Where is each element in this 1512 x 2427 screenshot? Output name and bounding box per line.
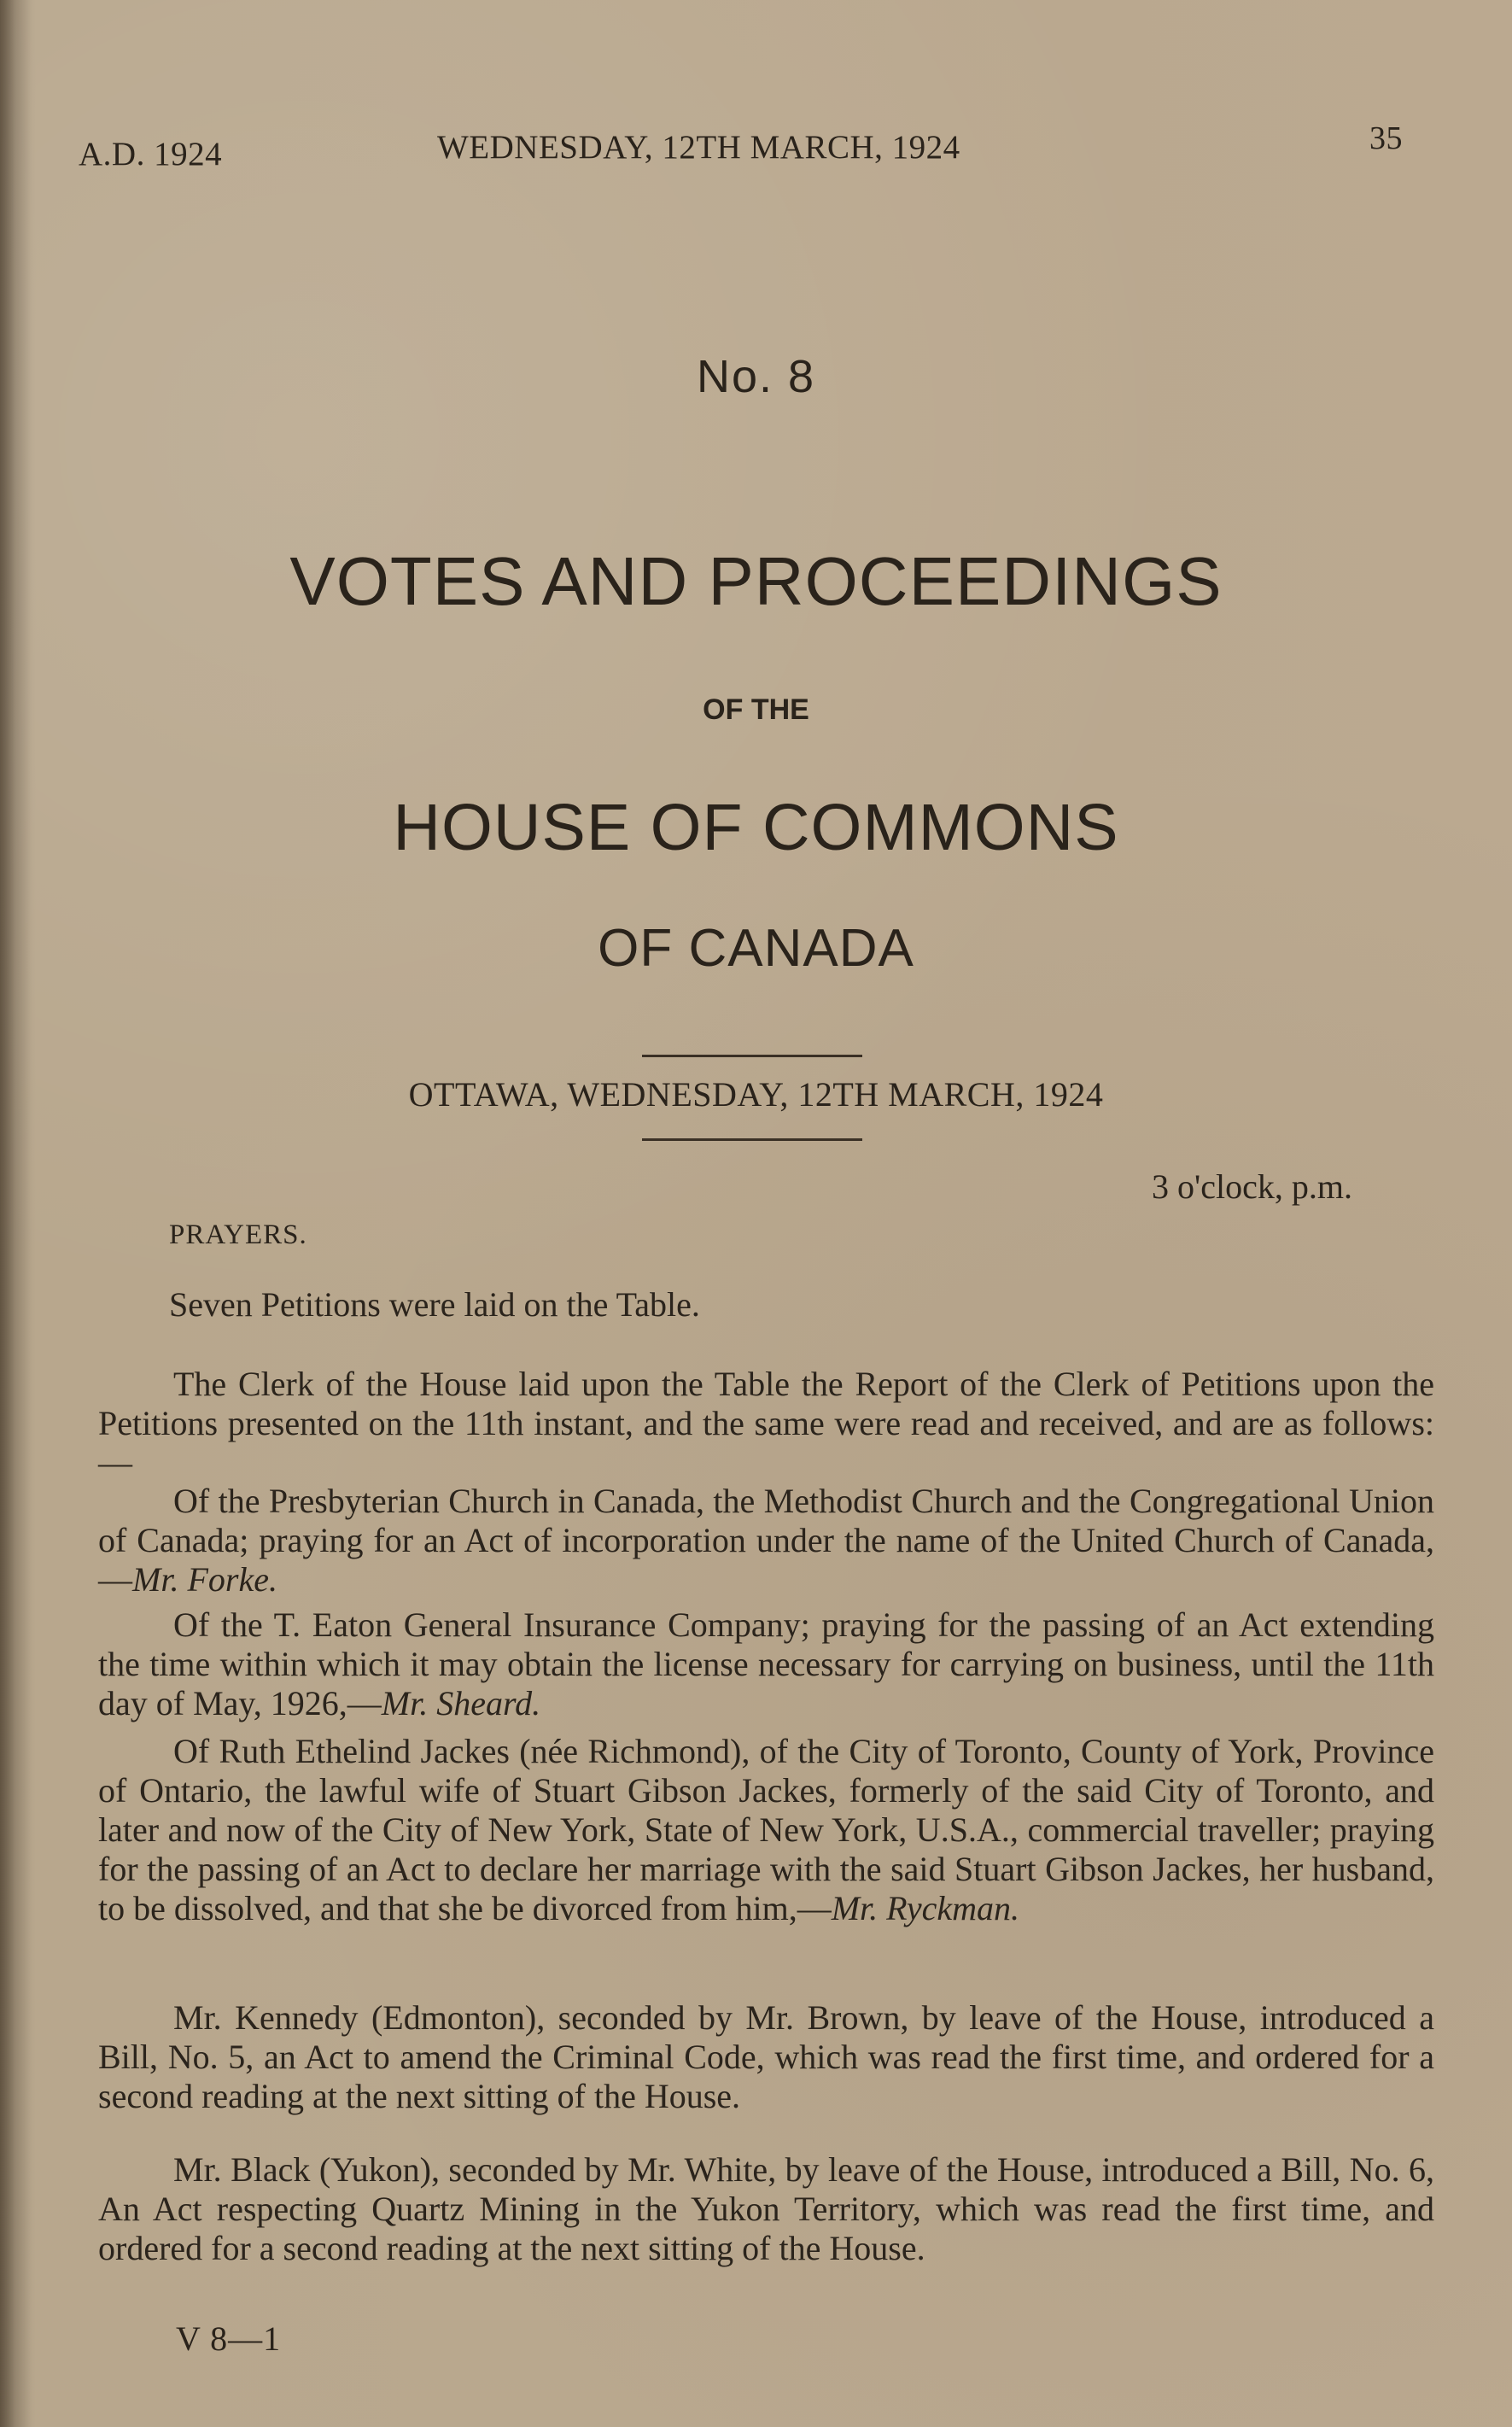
petition-paragraph xyxy=(98,1732,1434,1928)
petition-member: Mr. Ryckman. xyxy=(831,1889,1020,1927)
running-head-year: A.D. 1924 xyxy=(79,136,223,173)
title-of-the: OF THE xyxy=(703,693,809,726)
prayers-heading: PRAYERS. xyxy=(169,1219,307,1250)
petition-paragraph xyxy=(98,1605,1434,1723)
petition-paragraph xyxy=(98,1482,1434,1599)
petition-text: Of the T. Eaton General Insurance Company; praying for the passing of an Act extending the time within which it may obtain the license necessary for carrying on business, until the 11th day of May, 1926,— xyxy=(98,1605,1434,1722)
running-head-date: WEDNESDAY, 12TH MARCH, 1924 xyxy=(437,129,960,166)
bottom-rule xyxy=(642,1138,862,1141)
petition-member: Mr. Sheard. xyxy=(381,1684,541,1722)
top-rule xyxy=(642,1055,862,1057)
petitions-laid-paragraph: Seven Petitions were laid on the Table. xyxy=(169,1285,700,1324)
sitting-time: 3 o'clock, p.m. xyxy=(1152,1167,1352,1206)
document-title: VOTES AND PROCEEDINGS xyxy=(289,543,1223,619)
petition-text: Of Ruth Ethelind Jackes (née Richmond), of the City of Toronto, County of York, Province of Ontario, the lawful wife of Stuart Gibson Jackes, formerly of the said City of Toronto, and later and now of the City of New York, State of New York, U.S.A., commercial traveller; praying for the passing of an Act to declare her marriage with the said Stuart Gibson Jackes, her husband, to be dissolved, and that she be divorced from him,— xyxy=(98,1732,1434,1927)
issue-number: No. 8 xyxy=(696,351,816,402)
clerk-report-paragraph: The Clerk of the House laid upon the Table the Report of the Clerk of Petitions upon the Petitions presented on the 11th instant, and the same were read and received, and are as follows:— xyxy=(98,1365,1434,1482)
petition-member: Mr. Forke. xyxy=(132,1560,277,1599)
dateline: OTTAWA, WEDNESDAY, 12TH MARCH, 1924 xyxy=(408,1075,1104,1114)
house-title: HOUSE OF COMMONS xyxy=(393,791,1119,864)
petition-text: Of the Presbyterian Church in Canada, the Methodist Church and the Congregational Union of Canada; praying for an Act of incorporation under the name of the United Church of Canada,— xyxy=(98,1482,1434,1599)
page-number: 35 xyxy=(1369,120,1403,156)
running-head xyxy=(0,120,1512,179)
bill-paragraph-black: Mr. Black (Yukon), seconded by Mr. White, by leave of the House, introduced a Bill, No. 6, An Act respecting Quartz Mining in the Yukon Territory, which was read the first time, and ordered for a second reading at the next sitting of the House. xyxy=(98,2150,1434,2267)
bill-paragraph-kennedy: Mr. Kennedy (Edmonton), seconded by Mr. Brown, by leave of the House, introduced a Bill, No. 5, an Act to amend the Criminal Code, which was read the first time, and ordered for a second reading at the next sitting of the House. xyxy=(98,1998,1434,2115)
canada-title: OF CANADA xyxy=(598,919,914,978)
signature-mark: V 8—1 xyxy=(176,2319,282,2358)
